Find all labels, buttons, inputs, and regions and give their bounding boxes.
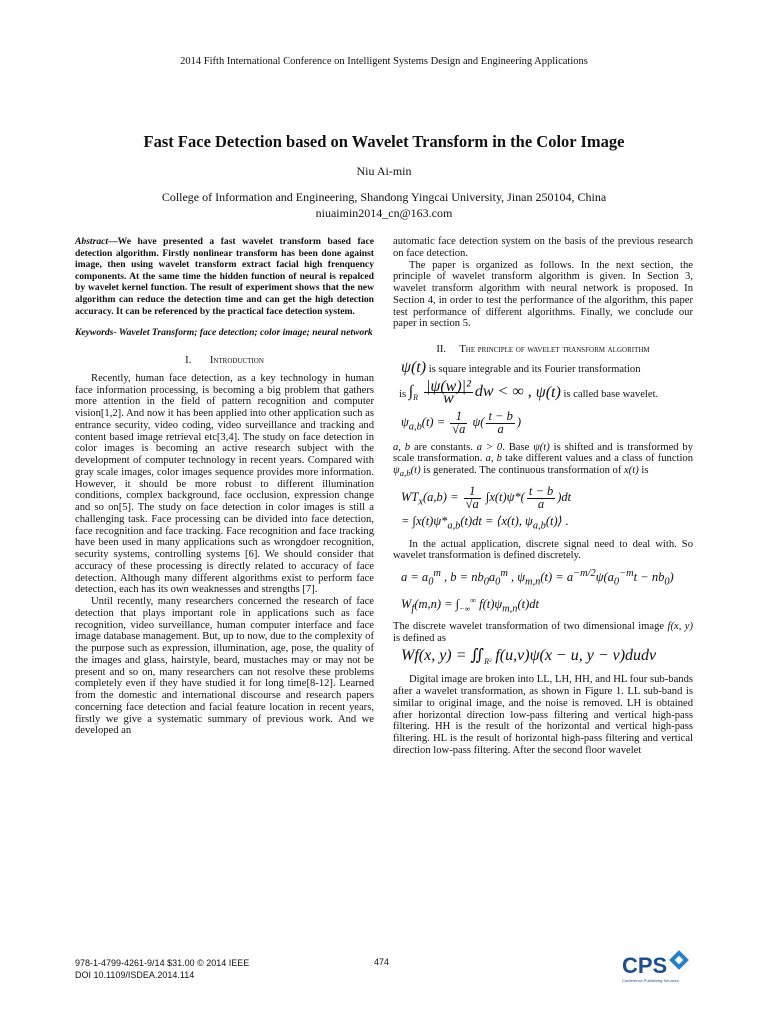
section-number: II. xyxy=(436,344,447,355)
admissibility-line xyxy=(399,377,693,408)
math-psi: ψ(t) xyxy=(401,358,427,376)
author-affiliation: College of Information and Engineering, Shandong Yingcai University, Jinan 250104, China xyxy=(161,190,607,204)
continuous-transform-formula: $WT_x(a,b)$ = $\frac{1}{√a}$ ∫x(t)ψ*( $\frac{t - b}{a}$ )dt xyxy=(401,483,572,511)
section-heading-principle xyxy=(393,344,693,356)
footer-doi: DOI 10.1109/ISDEA.2014.114 xyxy=(75,970,195,980)
inner-product-formula: = $\int x(t)\psi*_{a,b}(t)dt$ = ⟨x(t), $\psi_{a,b}(t)⟩$ . xyxy=(401,514,569,532)
base-wavelet-text: is called base wavelet. xyxy=(563,388,659,400)
left-column xyxy=(75,236,374,737)
page-number: 474 xyxy=(374,957,390,967)
discrete-params-formula: $a = a_0^m$ , $b = nb_0a_0^m$ , $\psi_{m,n}(t) = a^{-m/2}\psi(a_0^{-m}t - nb_0)$ xyxy=(401,568,674,588)
admissibility-formula: $\int_R$ $\frac{\text{|ψ(w)|²}}{w}$ dw < ∞ , xyxy=(408,377,536,408)
psi-intro-line xyxy=(401,358,693,376)
discrete-paragraph: In the actual application, discrete signal need to deal with. So wavelet transformation is defined discretely. xyxy=(393,538,693,562)
math-psi: ψ(t) xyxy=(535,383,561,401)
footer-isbn: 978-1-4799-4261-9/14 $31.00 © 2014 IEEE xyxy=(75,958,250,968)
author-email: niuaimin2014_cn@163.com xyxy=(315,206,453,220)
cps-logo xyxy=(620,949,694,985)
section-heading-introduction xyxy=(75,355,374,367)
section-title: Introduction xyxy=(209,355,264,367)
footer-copyright xyxy=(75,957,249,981)
right-column xyxy=(393,236,693,757)
wavelet-family-formula: $\psi_{a,b}(t)$ = $\frac{1}{√a}$ ψ( $\frac{t - b}{a}$ ) xyxy=(401,409,522,436)
keywords: Keywords- Wavelet Transform; face detection; color image; neural network xyxy=(75,327,373,339)
two-dim-transform-formula: Wf(x, $y) = ∬_{R^2}$ f(u,v)ψ(x − u, y − v)dudv xyxy=(401,647,657,667)
psi-intro-text: is square integrable and its Fourier transformation xyxy=(428,363,641,375)
section-number: I. xyxy=(185,355,192,367)
abstract xyxy=(75,236,374,317)
author-name: Niu Ai-min xyxy=(356,164,412,178)
intro-paragraph-2: Until recently, many researchers concerned the research of face detection that plays important role in applications such as face recognition, video surveillance, human computer interface and face image database management. But, up to now, due to the complexity of the purpose such as expression, illumination, age, pose, the quality of the images and glass, hairstyle, beard, mustaches may or may not be present and so on, many researchers can not resolve these problems completely even if they have studied it for long time[8-12]. Learned from the domestic and international discourse and research papers concerning face detection and facial feature location in recent years, firstly we give a systematic summary of previous work. And we developed an xyxy=(75,596,374,737)
discrete-transform-formula: $W_f(m,n) = \int_{-\infty}^\infty$ $f(t)\psi_{m,n}(t)dt$ xyxy=(401,595,540,615)
is-word: is xyxy=(399,388,407,400)
cps-logo-text: CPS xyxy=(622,953,668,978)
two-dim-paragraph: The discrete wavelet transformation of two dimensional image f(x, y) is defined as xyxy=(393,620,694,644)
abstract-text: —We have presented a fast wavelet transform based face detection algorithm. Firstly nonlinear transform has been done against image, then using wavelet transform extract facial high frenquency components. At the same time the hidden function of neural is repalced by wavelet kernel function. The result of experiment shows that the new algorithm can reduce the detection time and can get the high detection accuracy. It can be referenced by the practical face detection system. xyxy=(75,236,374,317)
paper-title: Fast Face Detection based on Wavelet Transform in the Color Image xyxy=(143,132,625,151)
cps-logo-diamond-icon xyxy=(669,950,689,970)
paper-organization-paragraph: The paper is organized as follows. In the next section, the principle of wavelet transform algorithm is given. In Section 3, wavelet transform algorithm with neural network is proposed. In Section 4, in order to test the performance of the algorithm, this paper test performance of different algorithms. Finally, we conclude our paper in section 5. xyxy=(393,259,693,330)
cps-logo-subtitle: Conference Publishing Services xyxy=(622,978,679,983)
abstract-label: Abstract xyxy=(75,236,109,247)
subband-paragraph: Digital image are broken into LL, LH, HH, and HL four sub-bands after a wavelet transformation, as shown in Figure 1. LL sub-band is similar to original image, and the noise is removed. LH is obtained after horizontal direction low-pass filtering and vertical high-pass filtering. HH is the result of the horizontal and vertical high-pass filtering. HL is the result of horizontal high-pass filtering and vertical direction low-pass filtering. After the second floor wavelet xyxy=(393,674,693,756)
conference-header: 2014 Fifth International Conference on Intelligent Systems Design and Engineering Applications xyxy=(180,56,588,67)
right-paragraph-continued: automatic face detection system on the basis of the previous research on face detection. xyxy=(393,236,693,259)
intro-paragraph-1: Recently, human face detection, as a key technology in human face information processing, is becoming a big problem that gathers more attention in the field of pattern recognition and computer vision[1,2]. And now it has been applied into other application such as entrance security, video coding, video surveillance and tracking and content based image retrieval etc[3,4]. The study on face detection in color images is becoming an active research subject with the development of computer technology in recent years. Compared with gray scale images, color images sequence provides more information. However, it should be more robust to different illumination conditions, complex background, face occlusion, expression change and so on[5]. The study on face detection in color images is still a challenging task. Face processing can be divided into face detection, face recognition and face tracking. Face recognition and face tracking have been used in many applications such as wrongdoer recognition, security systems, controlling systems [6]. We should consider that accuracy of these processing is directly related to accuracy of face detection. Although many different algorithms exist to perform face detection, each has its own weaknesses and strengths [7]. xyxy=(75,372,374,596)
section-title: The principle of wavelet transform algorithm xyxy=(459,344,650,355)
constants-paragraph: a, b are constants. a > 0. Base ψ(t) is shifted and is transformed by scale transformation. a, b take different values and a class of function $\psi_{a,b}(t)$ is generated. The continuous transformation of x(t) is xyxy=(393,441,694,479)
